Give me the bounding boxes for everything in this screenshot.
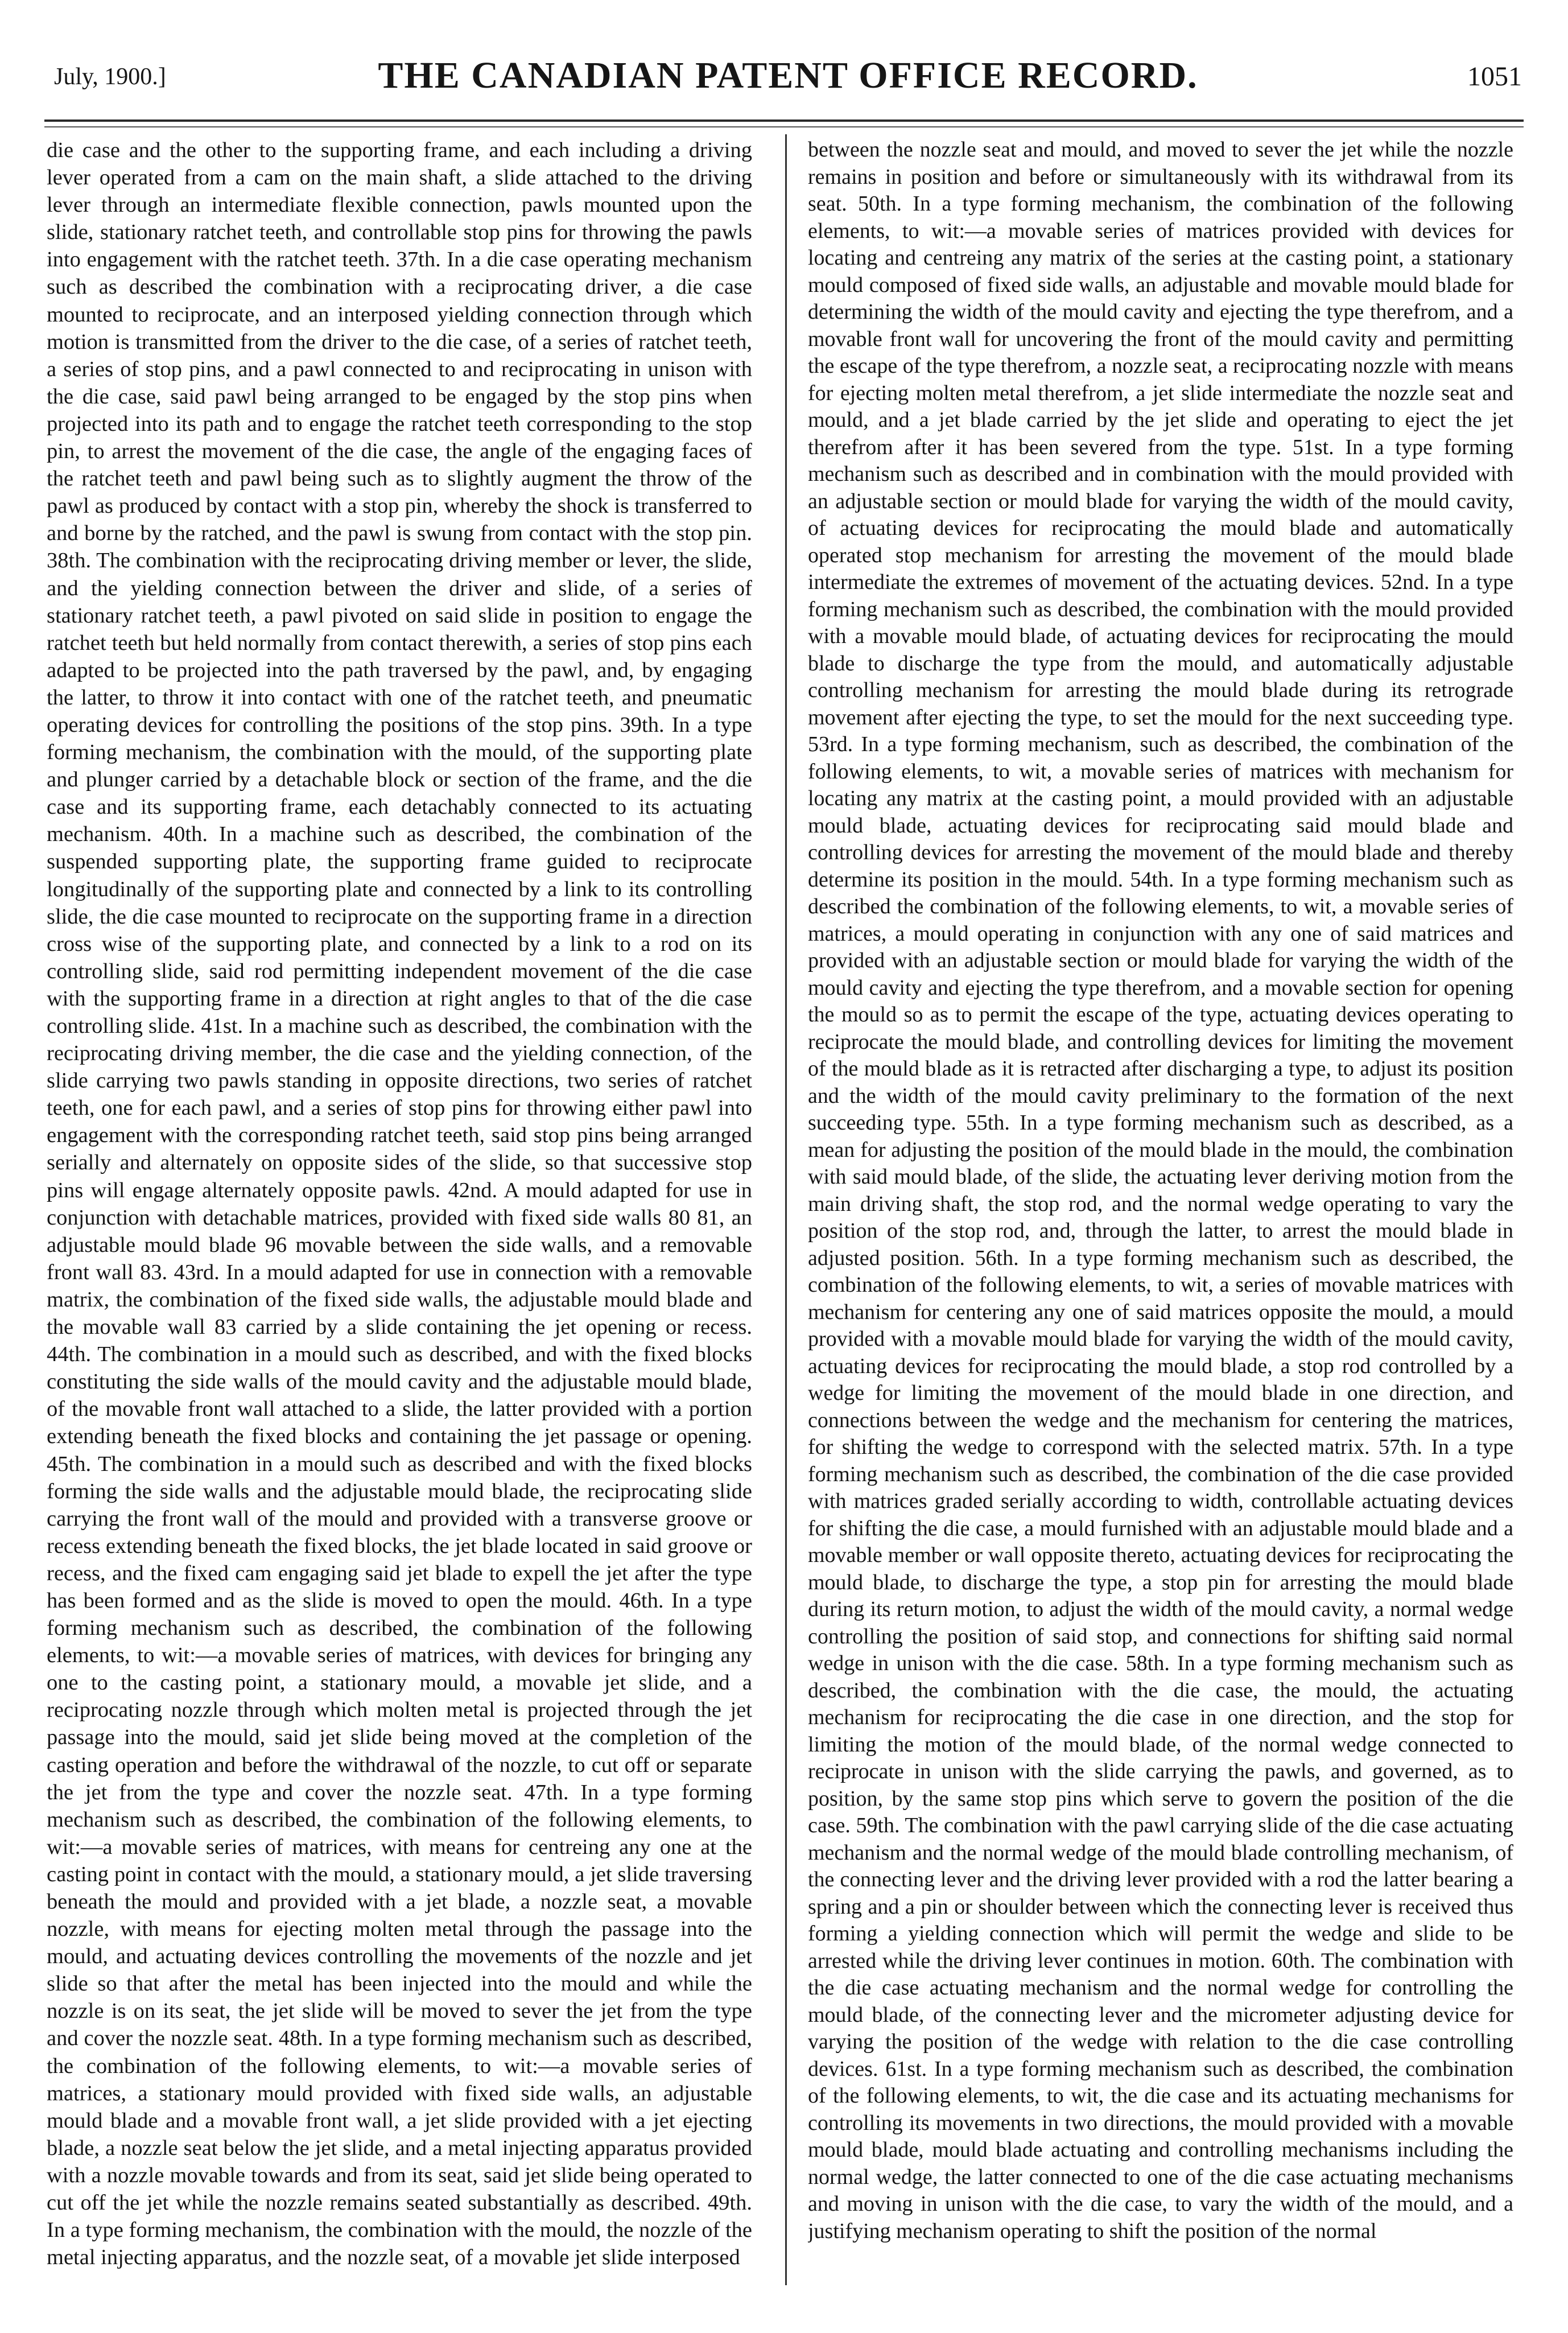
right-column-text: between the nozzle seat and mould, and moved to sever the jet while the nozzle remains in position and before or simultaneously with its withdrawal from its seat. 50th. In a type forming mechanism, the combination of the following elements, to wit:—a movable series of matrices provided with devices for locating and centreing any matrix of the series at the casting point, a stationary mould composed of fixed side walls, an adjustable and movable mould blade for determining the width of the mould cavity and ejecting the type therefrom, and a movable front wall for uncovering the front of the mould cavity and permitting the escape of the type therefrom, a nozzle seat, a reciprocating nozzle with means for ejecting molten metal therefrom, a jet slide intermediate the nozzle seat and mould, and a jet blade carried by the jet slide and operating to eject the jet therefrom after it has been severed from the type. 51st. In a type forming mechanism such as described and in combination with the mould provided with an adjustable section or mould blade for varying the width of the mould cavity, of actuating devices for reciprocating the mould blade and automatically operated stop mechanism for arresting the movement of the mould blade intermediate the extremes of movement of the actuating devices. 52nd. In a type forming mechanism such as described, the combination with the mould provided with a movable mould blade, of actuating devices for reciprocating the mould blade to discharge the type from the mould, and automatically adjustable controlling mechanism for arresting the mould blade during its retrograde movement after ejecting the type, to set the mould for the next succeeding type. 53rd. In a type forming mechanism, such as described, the combination of the following elements, to wit, a movable series of matrices with mechanism for locating any matrix at the casting point, a mould provided with an adjustable mould blade, actuating devices for reciprocating said mould blade and controlling devices for arresting the movement of the mould blade and thereby determine its position in the mould. 54th. In a type forming mechanism such as described the combination of the following elements, to wit, a movable series of matrices, a mould operating in conjunction with any one of said matrices and provided with an adjustable section or mould blade for varying the width of the mould cavity and ejecting the type therefrom, and a movable section for opening the mould so as to permit the escape of the type, actuating devices operating to reciprocate the mould blade, and controlling devices for limiting the movement of the mould blade as it is retracted after discharging a type, to adjust its position and the width of the mould cavity preliminary to the formation of the next succeeding type. 55th. In a type forming mechanism such as described, as a mean for adjusting the position of the mould blade in the mould, the combination with said mould blade, of the slide, the actuating lever deriving motion from the main driving shaft, the stop rod, and the normal wedge operating to vary the position of the stop rod, and, through the latter, to arrest the mould blade in adjusted position. 56th. In a type forming mechanism such as described, the combination of the following elements, to wit, a series of movable matrices with mechanism for centering any one of said matrices opposite the mould, a mould provided with a movable mould blade for varying the width of the mould cavity, actuating devices for reciprocating the mould blade, a stop rod controlled by a wedge for limiting the movement of the mould blade in one direction, and connections between the wedge and the mechanism for centering the matrices, for shifting the wedge to correspond with the selected matrix. 57th. In a type forming mechanism such as described, the combination of the die case provided with matrices graded serially according to width, controllable actuating devices for shifting the die case, a mould furnished with an adjustable mould blade and a movable member or wall opposite thereto, actuating devices for reciprocating the mould blade, to discharge the type, a stop pin for arresting the mould blade during its return motion, to adjust the width of the mould cavity, a normal wedge controlling the position of said stop, and connections for shifting said normal wedge in unison with the die case. 58th. In a type forming mechanism such as described, the combination with the die case, the mould, the actuating mechanism for reciprocating the die case in one direction, and the stop for limiting the motion of the mould blade, of the normal wedge connected to reciprocate in unison with the slide carrying the pawls, and governed, as to position, by the same stop pins which serve to govern the position of the die case. 59th. The combination with the pawl carrying slide of the die case actuating mechanism and the normal wedge of the mould blade controlling mechanism, of the connecting lever and the driving lever provided with a rod the latter bearing a spring and a pin or shoulder between which the connecting lever is received thus forming a yielding connection which will permit the wedge and slide to be arrested while the driving lever continues in motion. 60th. The combination with the die case actuating mechanism and the normal wedge for controlling the mould blade, of the connecting lever and the micrometer adjusting device for varying the position of the wedge with relation to the die case controlling devices. 61st. In a type forming mechanism such as described, the combination of the following elements, to wit, the die case and its actuating mechanisms for controlling its movements in two directions, the mould provided with a movable mould blade, mould blade actuating and controlling mechanisms including the normal wedge, the latter connected to one of the die case actuating mechanisms and moving in unison with the die case, to vary the width of the mould, and a justifying mechanism operating to shift the position of the normal bbox=[808, 138, 1513, 2243]
header-rule bbox=[44, 119, 1524, 122]
header-rule-thin bbox=[44, 126, 1524, 127]
left-column-text: die case and the other to the supporting frame, and each including a driving lever operated from a cam on the main shaft, a slide attached to the driving lever through an intermediate flexible connection, pawls mounted upon the slide, stationary ratchet teeth, and controllable stop pins for throwing the pawls into engagement with the ratchet teeth. 37th. In a die case operating mechanism such as described the combination with a reciprocating driver, a die case mounted to reciprocate, and an interposed yielding connection through which motion is transmitted from the driver to the die case, of a series of ratchet teeth, a series of stop pins, and a pawl connected to and reciprocating in unison with the die case, said pawl being arranged to be engaged by the stop pins when projected into its path and to engage the ratchet teeth corresponding to the stop pin, to arrest the movement of the die case, the angle of the engaging faces of the ratchet teeth and pawl being such as to slightly augment the throw of the pawl as produced by contact with a stop pin, whereby the shock is transferred to and borne by the ratched, and the pawl is swung from contact with the stop pin. 38th. The combination with the reciprocating driving member or lever, the slide, and the yielding connection between the driver and slide, of a series of stationary ratchet teeth, a pawl pivoted on said slide in position to engage the ratchet teeth but held normally from contact therewith, a series of stop pins each adapted to be projected into the path traversed by the pawl, and, by engaging the latter, to throw it into contact with one of the ratchet teeth, and pneumatic operating devices for controlling the positions of the stop pins. 39th. In a type forming mechanism, the combination with the mould, of the supporting plate and plunger carried by a detachable block or section of the frame, and the die case and its supporting frame, each detachably connected to its actuating mechanism. 40th. In a machine such as described, the combination of the suspended supporting plate, the supporting frame guided to reciprocate longitudinally of the supporting plate and connected by a link to its controlling slide, the die case mounted to reciprocate on the supporting frame in a direction cross wise of the supporting plate, and connected by a link to a rod on its controlling slide, said rod permitting independent movement of the die case with the supporting frame in a direction at right angles to that of the die case controlling slide. 41st. In a machine such as described, the combination with the reciprocating driving member, the die case and the yielding connection, of the slide carrying two pawls standing in opposite directions, two series of ratchet teeth, one for each pawl, and a series of stop pins for throwing either pawl into engagement with the corresponding ratchet teeth, said stop pins being arranged serially and alternately on opposite sides of the slide, so that successive stop pins will engage alternately opposite pawls. 42nd. A mould adapted for use in conjunction with detachable matrices, provided with fixed side walls 80 81, an adjustable mould blade 96 movable between the side walls, and a removable front wall 83. 43rd. In a mould adapted for use in connection with a removable matrix, the combination of the fixed side walls, the adjustable mould blade and the movable wall 83 carried by a slide containing the jet opening or recess. 44th. The combination in a mould such as described, and with the fixed blocks constituting the side walls of the mould cavity and the adjustable mould blade, of the movable front wall attached to a slide, the latter provided with a portion extending beneath the fixed blocks and containing the jet passage or opening. 45th. The combination in a mould such as described and with the fixed blocks forming the side walls and the adjustable mould blade, the reciprocating slide carrying the front wall of the mould and provided with a transverse groove or recess extending beneath the fixed blocks, the jet blade located in said groove or recess, and the fixed cam engaging said jet blade to expell the jet after the type has been formed and as the slide is moved to open the mould. 46th. In a type forming mechanism such as described, the combination of the following elements, to wit:—a movable series of matrices, with devices for bringing any one to the casting point, a stationary mould, a movable jet slide, and a reciprocating nozzle through which molten metal is projected through the jet passage into the mould, said jet slide being moved at the completion of the casting operation and before the withdrawal of the nozzle, to cut off or separate the jet from the type and cover the nozzle seat. 47th. In a type forming mechanism such as described, the combination of the following elements, to wit:—a movable series of matrices, with means for centreing any one at the casting point in contact with the mould, a stationary mould, a jet slide traversing beneath the mould and provided with a jet blade, a nozzle seat, a movable nozzle, with means for ejecting molten metal through the passage into the mould, and actuating devices controlling the movements of the nozzle and jet slide so that after the metal has been injected into the mould and while the nozzle is on its seat, the jet slide will be moved to sever the jet from the type and cover the nozzle seat. 48th. In a type forming mechanism such as described, the combination of the following elements, to wit:—a movable series of matrices, a stationary mould provided with fixed side walls, an adjustable mould blade and a movable front wall, a jet slide provided with a jet ejecting blade, a nozzle seat below the jet slide, and a metal injecting apparatus provided with a nozzle movable towards and from its seat, said jet slide being operated to cut off the jet while the nozzle remains seated substantially as described. 49th. In a type forming mechanism, the combination with the mould, the nozzle of the metal injecting apparatus, and the nozzle seat, of a movable jet slide interposed bbox=[47, 138, 752, 2270]
left-column bbox=[47, 137, 752, 2299]
right-column bbox=[808, 137, 1513, 2299]
page-number: 1051 bbox=[1467, 61, 1522, 92]
publication-title: THE CANADIAN PATENT OFFICE RECORD. bbox=[378, 55, 1198, 96]
column-divider bbox=[785, 134, 787, 2285]
running-header bbox=[54, 54, 1522, 105]
issue-date: July, 1900.] bbox=[54, 64, 166, 90]
